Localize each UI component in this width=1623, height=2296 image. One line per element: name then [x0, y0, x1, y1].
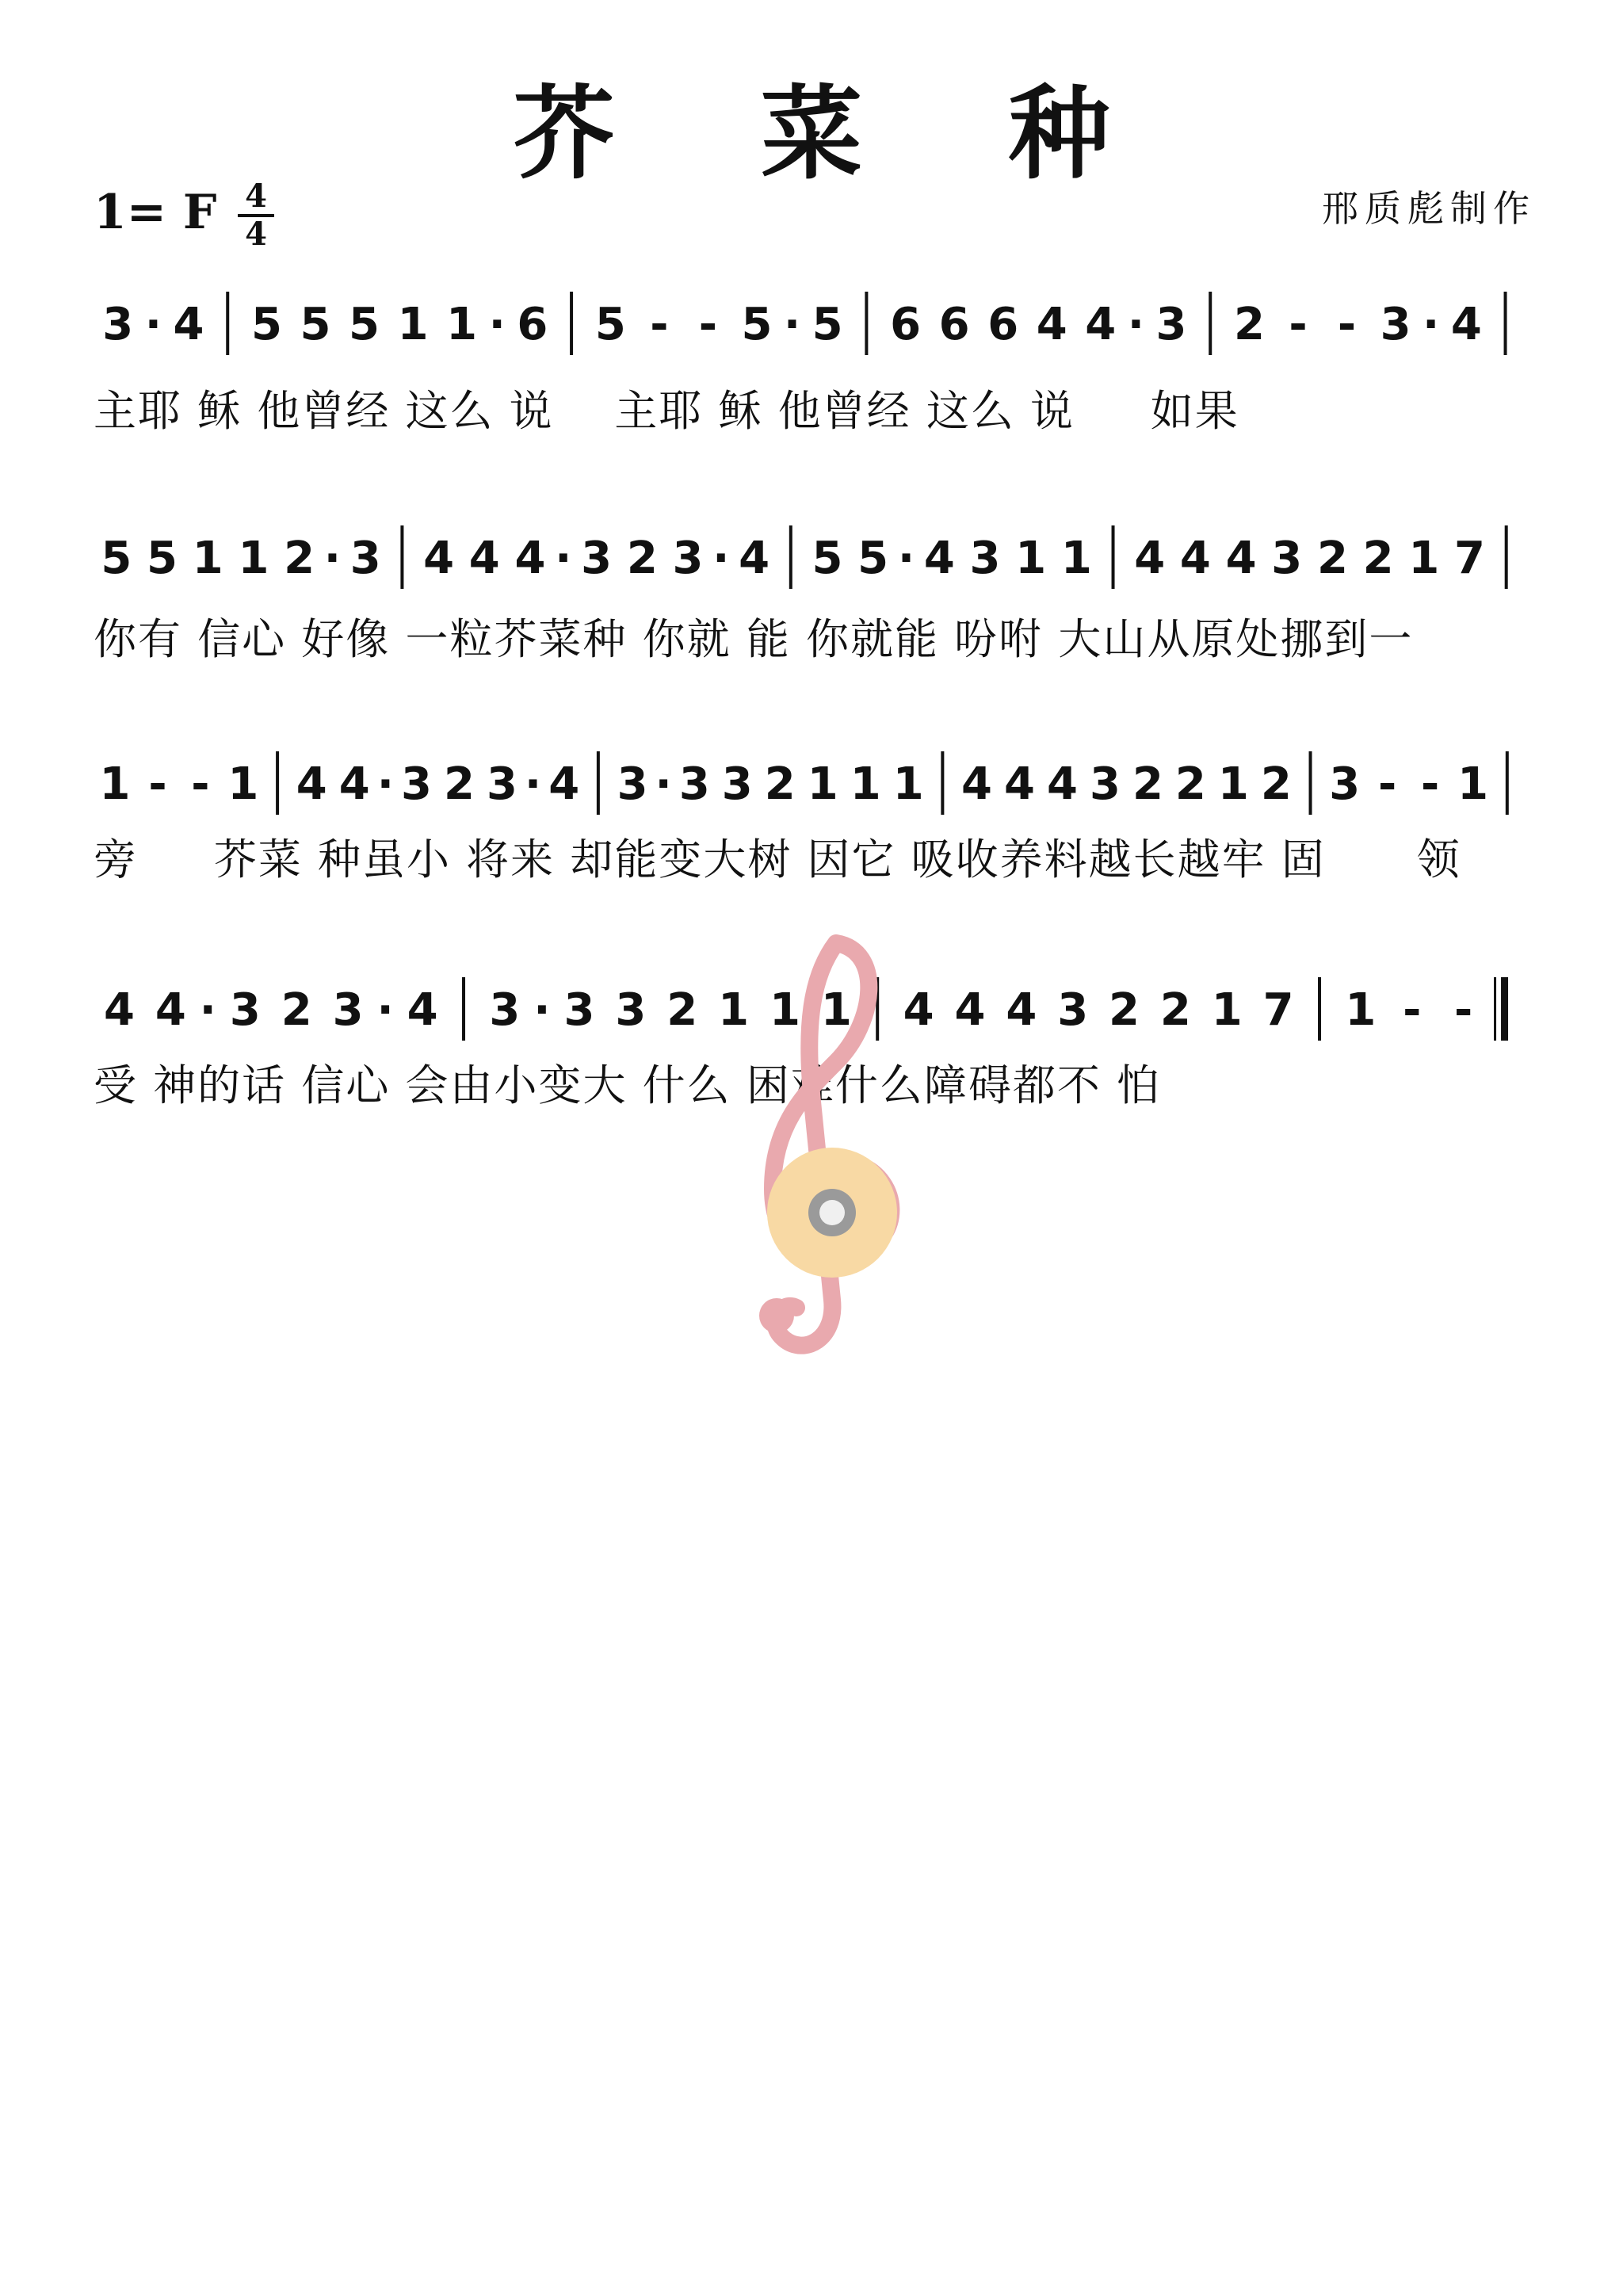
dash-mark: - [1421, 758, 1440, 810]
note: 4 [514, 533, 546, 584]
note: 4 [923, 533, 955, 584]
note: 1 [1060, 533, 1092, 584]
score-row-1 [94, 285, 1544, 436]
note: 4 [1085, 299, 1117, 350]
note: 3 [349, 533, 381, 584]
note: 2 [764, 758, 796, 810]
dash-mark: - [191, 758, 210, 810]
note: 1 [892, 758, 924, 810]
dot-mark: · [783, 299, 801, 350]
note: 3 [401, 758, 432, 810]
lyrics-line-2: 你有 信心 好像 一粒芥菜种 你就 能 你就能 吩咐 大山从原处挪到一 [94, 614, 1414, 664]
dash-mark: - [1378, 758, 1397, 810]
note: 4 [1225, 533, 1257, 584]
note: 5 [147, 533, 178, 584]
note: 1 [446, 299, 478, 350]
time-signature-top: 4 [238, 181, 274, 217]
dash-mark: - [1289, 299, 1308, 350]
note: 3 [1155, 299, 1187, 350]
note: 7 [1262, 984, 1294, 1036]
note: 1 [227, 758, 259, 810]
dot-mark: · [144, 299, 162, 350]
note: 4 [423, 533, 455, 584]
note: 3 [1089, 758, 1121, 810]
note: 3 [1057, 984, 1089, 1036]
note: 2 [626, 533, 658, 584]
note: 6 [890, 299, 922, 350]
dot-mark: · [376, 758, 395, 810]
note: 4 [1179, 533, 1211, 584]
treble-clef-icon [773, 943, 891, 1346]
dot-mark: · [488, 299, 506, 350]
note: 2 [666, 984, 698, 1036]
note: 3 [678, 758, 710, 810]
dash-mark: - [1337, 299, 1357, 350]
note: 4 [1006, 984, 1037, 1036]
dash-mark: - [1403, 984, 1422, 1036]
note: 3 [229, 984, 261, 1036]
credit: 邢质彪制作 [1322, 187, 1536, 230]
note: 4 [1450, 299, 1482, 350]
note: 4 [1134, 533, 1166, 584]
note: 4 [548, 758, 580, 810]
note: 3 [721, 758, 753, 810]
dot-mark: · [897, 533, 915, 584]
note: 3 [332, 984, 364, 1036]
note: 5 [250, 299, 282, 350]
note: 1 [820, 984, 852, 1036]
note: 5 [300, 299, 331, 350]
note: 3 [102, 299, 134, 350]
note: 2 [281, 984, 312, 1036]
note: 1 [1015, 533, 1047, 584]
lyrics-line-3: 旁 芥菜 种虽小 将来 却能变大树 因它 吸收养料越长越牢 固 领 [94, 835, 1461, 884]
note: 3 [1271, 533, 1303, 584]
note: 1 [99, 758, 131, 810]
note: 2 [1132, 758, 1163, 810]
note: 3 [615, 984, 647, 1036]
note: 4 [954, 984, 986, 1036]
note: 2 [1174, 758, 1206, 810]
note: 3 [489, 984, 521, 1036]
dot-mark: · [533, 984, 551, 1036]
score-row-3 [94, 745, 1544, 884]
note: 4 [407, 984, 438, 1036]
dot-mark: · [376, 984, 394, 1036]
note: 5 [857, 533, 889, 584]
time-signature-bottom: 4 [245, 216, 267, 253]
notation-line-3 [94, 745, 1544, 840]
note: 5 [101, 533, 132, 584]
lyrics-line-1: 主耶 稣 他曾经 这么 说 主耶 稣 他曾经 这么 说 如果 [94, 386, 1239, 436]
dash-mark: - [698, 299, 718, 350]
note: 4 [296, 758, 327, 810]
note: 1 [718, 984, 750, 1036]
note: 1 [1211, 984, 1243, 1036]
note: 1 [192, 533, 223, 584]
dot-mark: · [712, 533, 730, 584]
dot-mark: · [323, 533, 342, 584]
notation-line-2 [94, 519, 1544, 614]
note: 2 [1233, 299, 1265, 350]
note: 3 [1380, 299, 1411, 350]
dot-mark: · [524, 758, 542, 810]
note: 3 [581, 533, 613, 584]
dot-mark: · [1423, 299, 1440, 350]
note: 4 [155, 984, 186, 1036]
note: 2 [1316, 533, 1348, 584]
note: 5 [349, 299, 380, 350]
note: 2 [1109, 984, 1140, 1036]
dash-mark: - [1454, 984, 1473, 1036]
note: 4 [961, 758, 993, 810]
note: 4 [1036, 299, 1067, 350]
note: 3 [563, 984, 595, 1036]
note: 4 [903, 984, 934, 1036]
dot-mark: · [1127, 299, 1145, 350]
key-signature: 1= F [94, 185, 217, 240]
note: 2 [284, 533, 315, 584]
score-row-2 [94, 519, 1544, 664]
dash-mark: - [148, 758, 167, 810]
note: 4 [173, 299, 204, 350]
note: 1 [850, 758, 881, 810]
note: 1 [1408, 533, 1440, 584]
note: 4 [103, 984, 135, 1036]
note: 1 [1457, 758, 1489, 810]
note: 2 [1159, 984, 1191, 1036]
note: 4 [739, 533, 770, 584]
note: 1 [1217, 758, 1249, 810]
dot-mark: · [655, 758, 672, 810]
note: 4 [338, 758, 370, 810]
note: 3 [1329, 758, 1361, 810]
note: 2 [443, 758, 475, 810]
dot-mark: · [555, 533, 572, 584]
note: 5 [812, 299, 843, 350]
note: 5 [741, 299, 773, 350]
dash-mark: - [650, 299, 669, 350]
note: 2 [1362, 533, 1394, 584]
treble-clef-disc-logo [717, 927, 923, 1379]
note: 1 [769, 984, 800, 1036]
note: 4 [1004, 758, 1036, 810]
note: 5 [812, 533, 843, 584]
dot-mark: · [199, 984, 216, 1036]
note: 4 [1047, 758, 1078, 810]
note: 1 [807, 758, 838, 810]
note: 6 [987, 299, 1019, 350]
note: 5 [594, 299, 626, 350]
note: 3 [672, 533, 704, 584]
lyrics-line-4: 受 神的话 信心 会由小变大 什么 困难什么障碍都不 怕 [94, 1060, 1161, 1110]
note: 1 [238, 533, 269, 584]
note: 2 [1260, 758, 1292, 810]
note: 6 [938, 299, 970, 350]
note: 1 [1345, 984, 1377, 1036]
note: 1 [397, 299, 429, 350]
notation-line-1 [94, 285, 1544, 380]
note: 7 [1454, 533, 1486, 584]
note: 6 [517, 299, 548, 350]
note: 3 [617, 758, 648, 810]
note: 3 [969, 533, 1001, 584]
time-signature [238, 178, 274, 253]
note: 3 [486, 758, 517, 810]
song-title: 芥 菜 种 [513, 74, 1166, 193]
note: 4 [468, 533, 500, 584]
